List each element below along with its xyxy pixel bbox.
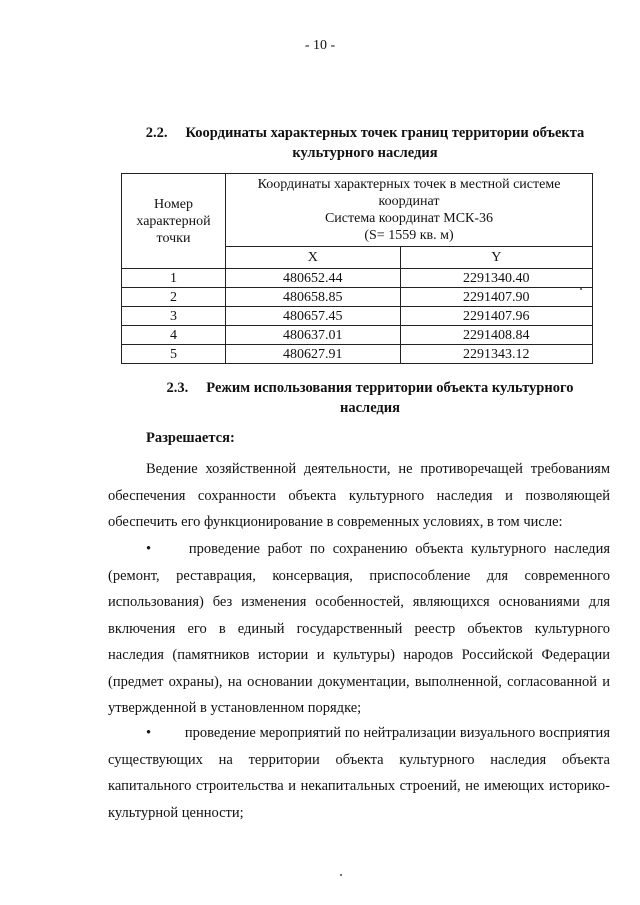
coordinates-table [121, 173, 593, 364]
header-y: Y [400, 247, 592, 269]
scan-speck [340, 874, 342, 876]
scan-speck [580, 288, 582, 290]
cell-x: 480658.85 [226, 288, 401, 307]
table-row [122, 269, 593, 288]
header-coords-line-3: Система координат МСК-36 [324, 211, 494, 226]
section-2-2-heading [120, 123, 610, 163]
header-point-number: Номер характерной точки [122, 174, 226, 269]
page-number: - 10 - [304, 38, 336, 53]
section-2-2-number: 2.2. [145, 125, 168, 141]
paragraph-1: Ведение хозяйственной деятельности, не противоречащей требованиям обеспечения сохранности объекта культурного наследия и позволяющей обеспечить его функционирование в современных условиях, в том числе: [108, 461, 610, 530]
table-row [122, 307, 593, 326]
section-2-2-title: Координаты характерных точек границ территории объекта культурного наследия [185, 125, 585, 161]
table-row [122, 288, 593, 307]
cell-point: 2 [122, 288, 226, 307]
header-coords-line-2: координат [378, 194, 440, 209]
bullet-1-text: проведение работ по сохранению объекта культурного наследия (ремонт, реставрация, консервация, приспособление для современного использования) без изменения особенностей, являющихся основаниями для включения его в единый государственный реестр объектов культурного наследия (памятников истории и культуры) народов Российской Федерации (предмет охраны), на основании документации, выполненной, согласованной и утвержденной в установленном порядке; [108, 541, 610, 716]
header-coords-line-4: (S= 1559 кв. м) [364, 228, 454, 243]
bullet-icon: • [146, 725, 152, 741]
cell-point: 4 [122, 326, 226, 345]
cell-y: 2291340.40 [400, 269, 592, 288]
cell-x: 480627.91 [226, 345, 401, 364]
cell-y: 2291343.12 [400, 345, 592, 364]
cell-x: 480657.45 [226, 307, 401, 326]
header-coords-line-1: Координаты характерных точек в местной системе [257, 177, 561, 192]
section-2-3-title: Режим использования территории объекта культурного наследия [206, 380, 574, 416]
cell-y: 2291407.90 [400, 288, 592, 307]
header-x: X [226, 247, 401, 269]
section-2-3-heading [140, 378, 600, 418]
cell-x: 480637.01 [226, 326, 401, 345]
cell-point: 1 [122, 269, 226, 288]
cell-point: 5 [122, 345, 226, 364]
cell-point: 3 [122, 307, 226, 326]
section-2-3-number: 2.3. [166, 380, 189, 396]
bullet-item-2 [108, 720, 610, 826]
cell-y: 2291407.96 [400, 307, 592, 326]
header-coordinates [226, 174, 593, 247]
cell-y: 2291408.84 [400, 326, 592, 345]
cell-x: 480652.44 [226, 269, 401, 288]
table-row [122, 345, 593, 364]
bullet-icon: • [146, 541, 152, 557]
table-row [122, 326, 593, 345]
bullet-item-1 [108, 536, 610, 722]
permits-label: Разрешается: [146, 430, 235, 446]
bullet-2-text: проведение мероприятий по нейтрализации визуального восприятия существующих на территории объекта культурного наследия объекта капитального строительства и некапитальных строений, не имеющих историко-культурной ценности; [108, 725, 610, 821]
